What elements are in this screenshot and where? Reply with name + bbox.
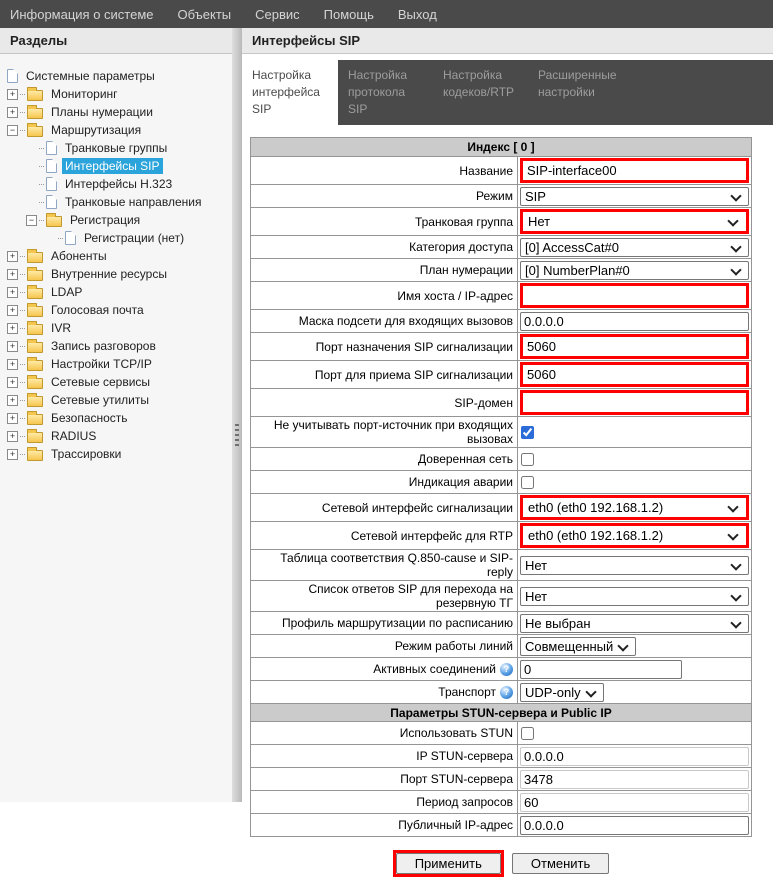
folder-icon [27, 90, 43, 101]
field-label: Использовать STUN [399, 726, 513, 741]
form-row [251, 184, 751, 207]
field-control-cell [518, 635, 751, 657]
required-field-highlight [520, 523, 749, 548]
help-icon[interactable]: ? [500, 663, 513, 676]
tree-connector [20, 382, 25, 383]
tree-item [7, 337, 230, 355]
tree-connector [20, 256, 25, 257]
form-row [251, 332, 751, 360]
field-label-cell [251, 768, 518, 790]
select[interactable]: Нет [520, 556, 749, 575]
tree-connector [20, 454, 25, 455]
document-icon [46, 141, 57, 155]
field-control-cell [518, 814, 751, 836]
field-control-cell [518, 612, 751, 634]
field-label: Маска подсети для входящих вызовов [298, 314, 513, 329]
field-label: Имя хоста / IP-адрес [397, 288, 513, 303]
tabstrip [242, 60, 773, 125]
checkbox[interactable] [521, 426, 534, 439]
field-label-cell [251, 185, 518, 207]
field-control-cell [518, 333, 751, 360]
tree-item-label[interactable]: Мониторинг [51, 87, 118, 101]
field-control-cell [518, 722, 751, 744]
field-label-cell [251, 550, 518, 580]
required-field-highlight [520, 283, 749, 308]
field-label: Порт STUN-сервера [400, 772, 513, 787]
tree-item [7, 67, 230, 85]
apply-button-highlight [393, 850, 504, 877]
sections-panel-title: Разделы [0, 28, 232, 54]
tree-connector [39, 202, 44, 203]
tree-item-label[interactable]: Регистрация [70, 213, 141, 227]
tree-item-label[interactable]: Запись разговоров [51, 339, 156, 353]
tree-item-label[interactable]: Настройки TCP/IP [51, 357, 152, 371]
tree-item-label[interactable]: Трассировки [51, 447, 122, 461]
folder-icon [27, 108, 43, 119]
field-label: Профиль маршрутизации по расписанию [282, 616, 513, 631]
folder-icon [27, 396, 43, 407]
expand-icon[interactable]: + [7, 287, 18, 298]
tree-item [7, 103, 230, 121]
document-icon [46, 177, 57, 191]
menu-item[interactable]: Помощь [323, 6, 374, 22]
field-control-cell [518, 361, 751, 388]
expand-icon[interactable]: + [7, 269, 18, 280]
tab[interactable]: Настройка протокола SIP [348, 68, 408, 116]
tree-item-label[interactable]: Транковые направления [65, 195, 202, 209]
field-label: Период запросов [416, 795, 513, 810]
tree-item-label[interactable]: Внутренние ресурсы [51, 267, 167, 281]
folder-icon [27, 306, 43, 317]
field-label: Сетевой интерфейс сигнализации [321, 500, 513, 515]
field-label-cell [251, 658, 518, 680]
document-icon [7, 69, 18, 83]
select[interactable]: eth0 (eth0 192.168.1.2) [523, 498, 746, 517]
tree-connector [20, 94, 25, 95]
expand-icon[interactable]: + [7, 413, 18, 424]
select[interactable]: Нет [520, 587, 749, 606]
checkbox[interactable] [521, 476, 534, 489]
field-label-cell [251, 814, 518, 836]
field-control-cell [518, 550, 751, 580]
tree-item-label[interactable]: Транковые группы [65, 141, 168, 155]
tree-item [7, 301, 230, 319]
tree-item-label[interactable]: Регистрации (нет) [84, 231, 185, 245]
tree-connector [20, 364, 25, 365]
tree-connector [39, 184, 44, 185]
tree-item-label[interactable]: Интерфейсы H.323 [65, 177, 173, 191]
tree-item [7, 265, 230, 283]
field-label-cell [251, 333, 518, 360]
field-control-cell [518, 471, 751, 493]
text-input[interactable] [523, 393, 746, 412]
text-input[interactable] [520, 312, 749, 331]
required-field-highlight [520, 495, 749, 520]
field-label-cell [251, 581, 518, 611]
tree-item-label[interactable]: IVR [51, 321, 72, 335]
tree-connector [20, 112, 25, 113]
tree-item [7, 391, 230, 409]
folder-icon [27, 288, 43, 299]
apply-button[interactable]: Применить [396, 853, 501, 874]
field-label: Индикация аварии [408, 475, 513, 490]
select[interactable]: UDP-only [520, 683, 604, 702]
select[interactable]: Нет [523, 212, 746, 231]
tree-item-label[interactable]: Безопасность [51, 411, 128, 425]
select[interactable]: Не выбран [520, 614, 749, 633]
panels [0, 28, 773, 872]
text-input[interactable] [520, 660, 682, 679]
tree-connector [58, 238, 63, 239]
field-control-cell [518, 681, 751, 703]
field-label-cell [251, 471, 518, 493]
form-row [251, 416, 751, 447]
tree-connector [20, 346, 25, 347]
field-control-cell [518, 185, 751, 207]
expand-icon[interactable]: + [7, 395, 18, 406]
tree-item [7, 409, 230, 427]
field-label-cell [251, 791, 518, 813]
field-label-cell [251, 236, 518, 258]
form-row [251, 388, 751, 416]
field-control-cell [518, 236, 751, 258]
help-icon[interactable]: ? [500, 686, 513, 699]
section-header: Параметры STUN-сервера и Public IP [251, 703, 751, 721]
folder-icon [46, 216, 62, 227]
field-label: Сетевой интерфейс для RTP [350, 528, 513, 543]
form-row [251, 549, 751, 580]
form-row [251, 447, 751, 470]
field-label-cell [251, 494, 518, 521]
field-label: Не учитывать порт-источник при входящих вызовах [273, 418, 513, 447]
field-label: Порт назначения SIP сигнализации [315, 339, 513, 354]
tree-item [7, 283, 230, 301]
select[interactable]: eth0 (eth0 192.168.1.2) [523, 526, 746, 545]
tree-connector [20, 436, 25, 437]
form-row [251, 309, 751, 332]
form-row [251, 207, 751, 235]
field-label: Название [459, 163, 513, 178]
folder-icon [27, 342, 43, 353]
required-field-highlight [520, 362, 749, 387]
cancel-button[interactable]: Отменить [512, 853, 609, 874]
collapse-icon[interactable]: − [26, 215, 37, 226]
main-panel [242, 28, 773, 872]
menu-item[interactable]: Выход [397, 6, 437, 22]
folder-icon [27, 270, 43, 281]
tree-item [7, 211, 230, 229]
expand-icon[interactable]: + [7, 449, 18, 460]
text-input [520, 747, 749, 766]
field-control-cell [518, 494, 751, 521]
field-label-cell [251, 361, 518, 388]
menu-item[interactable]: Сервис [255, 6, 300, 22]
tree-item [7, 85, 230, 103]
tree-connector [20, 310, 25, 311]
menu-item[interactable]: Информация о системе [10, 6, 154, 22]
field-label-cell [251, 722, 518, 744]
field-control-cell [518, 417, 751, 447]
text-input[interactable] [523, 365, 746, 384]
tree-connector [39, 220, 44, 221]
required-field-highlight [520, 158, 749, 183]
field-label-cell [251, 157, 518, 184]
field-control-cell [518, 581, 751, 611]
field-label-cell [251, 681, 518, 703]
field-label-cell [251, 745, 518, 767]
expand-icon[interactable]: + [7, 431, 18, 442]
document-icon [46, 159, 57, 173]
document-icon [65, 231, 76, 245]
text-input[interactable] [520, 816, 749, 835]
field-label-cell [251, 522, 518, 549]
tree-item-label[interactable]: Маршрутизация [51, 123, 142, 137]
tree-item-label[interactable]: Голосовая почта [51, 303, 144, 317]
form-row [251, 493, 751, 521]
expand-icon[interactable]: + [7, 377, 18, 388]
tree-item-label[interactable]: Системные параметры [26, 69, 155, 83]
tree-connector [20, 274, 25, 275]
form-row [251, 680, 751, 703]
form-row [251, 813, 751, 836]
field-control-cell [518, 658, 751, 680]
tab[interactable]: Настройка интерфейса SIP [242, 60, 338, 125]
form-row [251, 744, 751, 767]
field-label: Категория доступа [409, 240, 513, 255]
tree-item [7, 445, 230, 463]
field-label-cell [251, 635, 518, 657]
form-area [242, 125, 773, 877]
field-control-cell [518, 208, 751, 235]
button-row [250, 850, 752, 877]
field-label-cell [251, 448, 518, 470]
field-label-cell [251, 259, 518, 281]
expand-icon[interactable]: + [7, 305, 18, 316]
folder-icon [27, 324, 43, 335]
select[interactable]: SIP [520, 187, 749, 206]
tree-item [7, 175, 230, 193]
tree-item-label[interactable]: RADIUS [51, 429, 97, 443]
field-control-cell [518, 259, 751, 281]
tree-item-label[interactable]: LDAP [51, 285, 83, 299]
sip-interface-form [250, 137, 752, 837]
select[interactable]: [0] AccessCat#0 [520, 238, 749, 257]
field-control-cell [518, 522, 751, 549]
folder-icon [27, 414, 43, 425]
field-label: Порт для приема SIP сигнализации [314, 367, 513, 382]
folder-icon [27, 378, 43, 389]
tab[interactable]: Настройка кодеков/RTP [443, 68, 515, 99]
folder-icon [27, 450, 43, 461]
form-row [251, 521, 751, 549]
field-control-cell [518, 157, 751, 184]
form-row [251, 767, 751, 790]
tree-item [7, 139, 230, 157]
folder-icon [27, 252, 43, 263]
tree-item-label[interactable]: Сетевые утилиты [51, 393, 150, 407]
text-input[interactable] [523, 337, 746, 356]
field-label-cell [251, 417, 518, 447]
form-row [251, 281, 751, 309]
text-input[interactable] [523, 286, 746, 305]
field-control-cell [518, 310, 751, 332]
tree-item [7, 355, 230, 373]
expand-icon[interactable]: + [7, 341, 18, 352]
menu-item[interactable]: Объекты [177, 6, 232, 22]
form-row [251, 235, 751, 258]
collapse-icon[interactable]: − [7, 125, 18, 136]
field-label: План нумерации [419, 263, 513, 278]
tree-item [7, 373, 230, 391]
text-input [520, 770, 749, 789]
tree-item [7, 319, 230, 337]
folder-icon [27, 360, 43, 371]
expand-icon[interactable]: + [7, 323, 18, 334]
text-input [520, 793, 749, 812]
expand-icon[interactable]: + [7, 107, 18, 118]
tree-connector [39, 166, 44, 167]
field-control-cell [518, 745, 751, 767]
tree-item [7, 229, 230, 247]
tree-item-label[interactable]: Планы нумерации [51, 105, 153, 119]
expand-icon[interactable]: + [7, 251, 18, 262]
field-label: Список ответов SIP для перехода на резервную ТГ [308, 582, 513, 611]
form-row [251, 611, 751, 634]
tree-connector [39, 148, 44, 149]
select[interactable]: Совмещенный [520, 637, 636, 656]
splitter-grip-icon[interactable] [235, 424, 239, 446]
field-label: IP STUN-сервера [416, 749, 513, 764]
tree-item-label[interactable]: Интерфейсы SIP [62, 158, 163, 174]
required-field-highlight [520, 209, 749, 234]
form-row [251, 634, 751, 657]
tree-item [7, 247, 230, 265]
select[interactable]: [0] NumberPlan#0 [520, 261, 749, 280]
field-control-cell [518, 791, 751, 813]
navigation-tree [0, 54, 232, 463]
field-control-cell [518, 389, 751, 416]
tab[interactable]: Расширенные настройки [538, 68, 617, 99]
form-row [251, 156, 751, 184]
expand-icon[interactable]: + [7, 89, 18, 100]
tree-connector [20, 418, 25, 419]
field-control-cell [518, 282, 751, 309]
folder-icon [27, 126, 43, 137]
folder-icon [27, 432, 43, 443]
tree-connector [20, 400, 25, 401]
form-row [251, 258, 751, 281]
tree-item-label[interactable]: Сетевые сервисы [51, 375, 151, 389]
form-row [251, 721, 751, 744]
menubar [0, 0, 773, 28]
field-label: Таблица соответствия Q.850-cause и SIP-reply [280, 551, 513, 580]
tree-connector [20, 328, 25, 329]
form-row [251, 580, 751, 611]
sections-panel [0, 28, 232, 802]
field-label-cell [251, 612, 518, 634]
field-label: Режим [476, 189, 513, 204]
expand-icon[interactable]: + [7, 359, 18, 370]
field-label: Доверенная сеть [418, 452, 513, 467]
form-row [251, 470, 751, 493]
field-label: Активных соединений [373, 662, 496, 677]
document-icon [46, 195, 57, 209]
field-label-cell [251, 282, 518, 309]
tree-connector [20, 292, 25, 293]
checkbox[interactable] [521, 453, 534, 466]
page-title: Интерфейсы SIP [242, 28, 773, 54]
field-control-cell [518, 768, 751, 790]
tree-item [7, 121, 230, 139]
field-label: Публичный IP-адрес [398, 818, 513, 833]
field-label-cell [251, 208, 518, 235]
panel-splitter[interactable] [232, 28, 242, 802]
checkbox[interactable] [521, 727, 534, 740]
field-label-cell [251, 389, 518, 416]
field-label-cell [251, 310, 518, 332]
field-label: SIP-домен [454, 395, 513, 410]
field-control-cell [518, 448, 751, 470]
field-label: Транковая группа [414, 214, 513, 229]
section-header: Индекс [ 0 ] [251, 138, 751, 156]
required-field-highlight [520, 390, 749, 415]
form-row [251, 360, 751, 388]
required-field-highlight [520, 334, 749, 359]
field-label: Режим работы линий [394, 639, 513, 654]
field-label: Транспорт [438, 685, 496, 700]
text-input[interactable] [523, 161, 746, 180]
tree-item [7, 157, 230, 175]
form-row [251, 657, 751, 680]
tree-item-label[interactable]: Абоненты [51, 249, 107, 263]
tree-item [7, 427, 230, 445]
tree-item [7, 193, 230, 211]
tree-connector [20, 130, 25, 131]
